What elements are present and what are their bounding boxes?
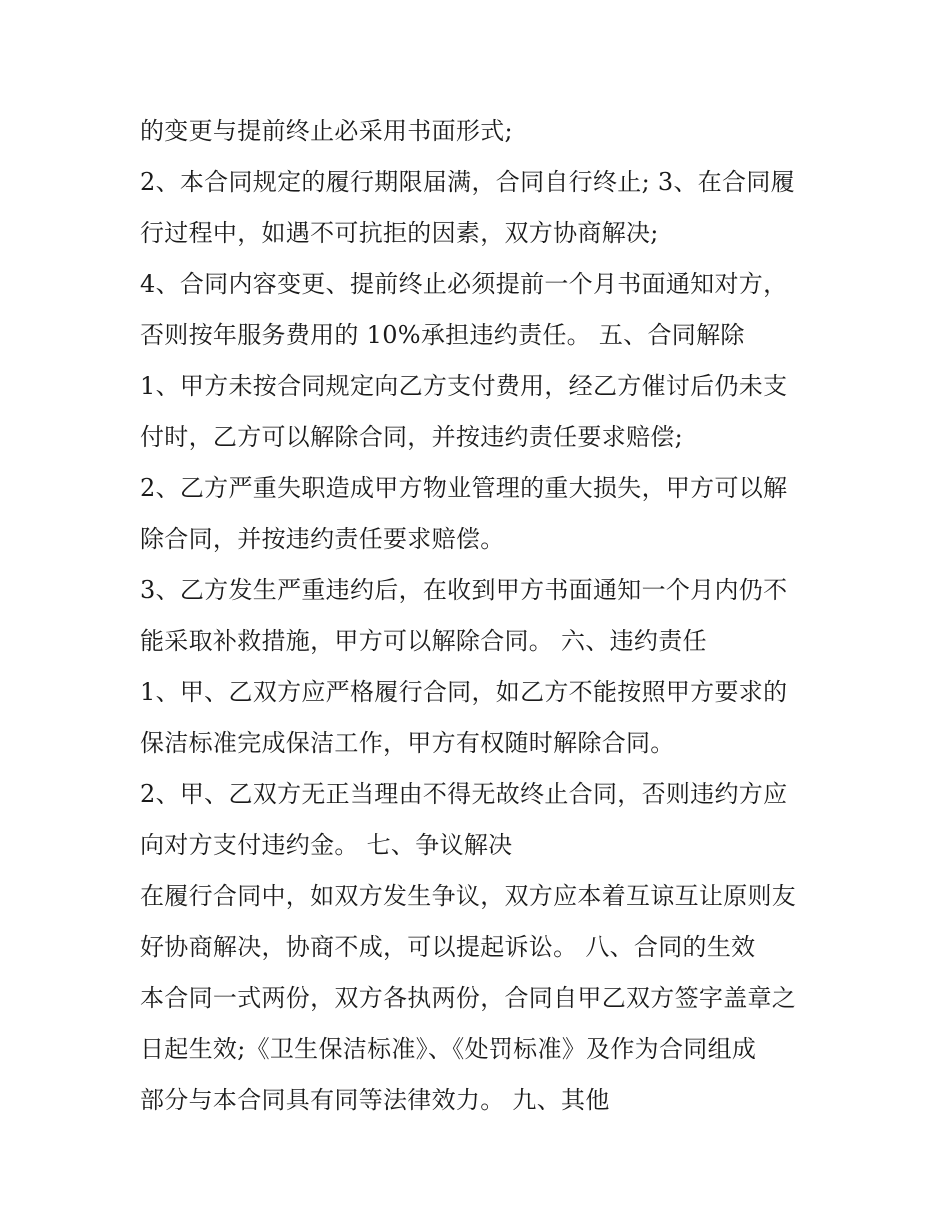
text-line: 付时，乙方可以解除合同，并按违约责任要求赔偿; bbox=[140, 423, 683, 451]
text-line: 4、合同内容变更、提前终止必须提前一个月书面通知对方， bbox=[140, 270, 788, 298]
text-line: 能采取补救措施，甲方可以解除合同。 六、违约责任 bbox=[140, 627, 707, 655]
text-line: 2、乙方严重失职造成甲方物业管理的重大损失，甲方可以解 bbox=[140, 474, 788, 502]
text-line: 除合同，并按违约责任要求赔偿。 bbox=[140, 525, 505, 553]
text-line: 2、本合同规定的履行期限届满，合同自行终止; 3、在合同履 bbox=[140, 168, 795, 196]
text-line: 好协商解决，协商不成，可以提起诉讼。 八、合同的生效 bbox=[140, 933, 756, 961]
text-line: 在履行合同中，如双方发生争议，双方应本着互谅互让原则友 bbox=[140, 882, 797, 910]
text-line: 向对方支付违约金。 七、争议解决 bbox=[140, 831, 513, 859]
text-line: 行过程中，如遇不可抗拒的因素，双方协商解决; bbox=[140, 219, 659, 247]
text-line: 3、乙方发生严重违约后，在收到甲方书面通知一个月内仍不 bbox=[140, 576, 788, 604]
text-line: 部分与本合同具有同等法律效力。 九、其他 bbox=[140, 1086, 610, 1114]
text-line: 保洁标准完成保洁工作，甲方有权随时解除合同。 bbox=[140, 729, 675, 757]
text-line: 日起生效;《卫生保洁标准》、《处罚标准》及作为合同组成 bbox=[140, 1035, 757, 1063]
text-line: 的变更与提前终止必采用书面形式; bbox=[140, 117, 513, 145]
text-line: 否则按年服务费用的 10%承担违约责任。 五、合同解除 bbox=[140, 321, 745, 349]
text-line: 1、甲方未按合同规定向乙方支付费用，经乙方催讨后仍未支 bbox=[140, 372, 788, 400]
text-line: 本合同一式两份，双方各执两份，合同自甲乙双方签字盖章之 bbox=[140, 984, 797, 1012]
text-line: 1、甲、乙双方应严格履行合同，如乙方不能按照甲方要求的 bbox=[140, 678, 788, 706]
text-line: 2、甲、乙双方无正当理由不得无故终止合同，否则违约方应 bbox=[140, 780, 788, 808]
contract-text-body bbox=[140, 106, 830, 1126]
